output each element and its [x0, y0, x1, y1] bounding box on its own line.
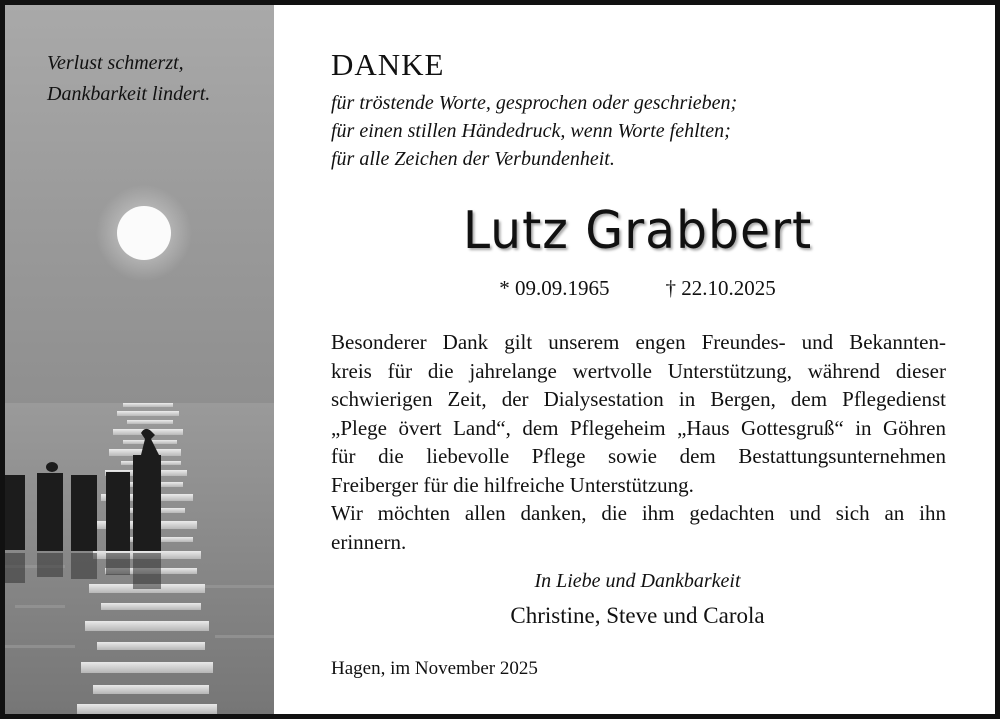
thanks-line: für tröstende Worte, gesprochen oder geschrieben; — [331, 92, 738, 114]
thanks-line: für einen stillen Händedruck, wenn Worte fehlten; — [331, 120, 731, 142]
paragraph-line: schwierigen Zeit, der Dialysestation in Bergen, dem Pflegedienst — [331, 387, 946, 411]
sunset-sea-photo — [5, 5, 274, 714]
quote-line: Dankbarkeit lindert. — [47, 83, 211, 105]
gratitude-paragraph — [331, 328, 946, 556]
photo-quote — [47, 48, 269, 110]
thanks-intro — [331, 89, 737, 173]
birth-date: * 09.09.1965 — [499, 276, 610, 300]
thanks-line: für alle Zeichen der Verbundenheit. — [331, 148, 615, 170]
quote-line: Verlust schmerzt, — [47, 52, 184, 74]
paragraph-line: kreis für die jahrelange wertvolle Unterstützung, während dieser — [331, 358, 946, 383]
paragraph-line: erinnern. — [331, 529, 407, 554]
signers: Christine, Steve und Carola — [510, 603, 765, 628]
deceased-name: Lutz Grabbert — [462, 201, 813, 261]
notice-text — [329, 5, 946, 714]
paragraph-line: für die liebevolle Pflege sowie dem Bestattungsunternehmen — [331, 444, 946, 468]
seascape-image — [5, 5, 274, 714]
paragraph-line: Wir möchten allen danken, die ihm gedachten und sich an ihn — [331, 501, 946, 525]
death-date: † 22.10.2025 — [665, 276, 776, 300]
paragraph-line: Besonderer Dank gilt unserem engen Freundes- und Bekannten- — [331, 330, 946, 354]
closing-phrase: In Liebe und Dankbarkeit — [534, 570, 741, 592]
paragraph-line: „Plege övert Land“, dem Pflegeheim „Haus Gottesgruß“ in Göhren — [331, 415, 946, 440]
place-and-date: Hagen, im November 2025 — [331, 658, 538, 679]
paragraph-line: Freiberger für die hilfreiche Unterstützung. — [331, 472, 694, 497]
life-dates — [329, 274, 946, 302]
notice-title: DANKE — [331, 47, 445, 82]
